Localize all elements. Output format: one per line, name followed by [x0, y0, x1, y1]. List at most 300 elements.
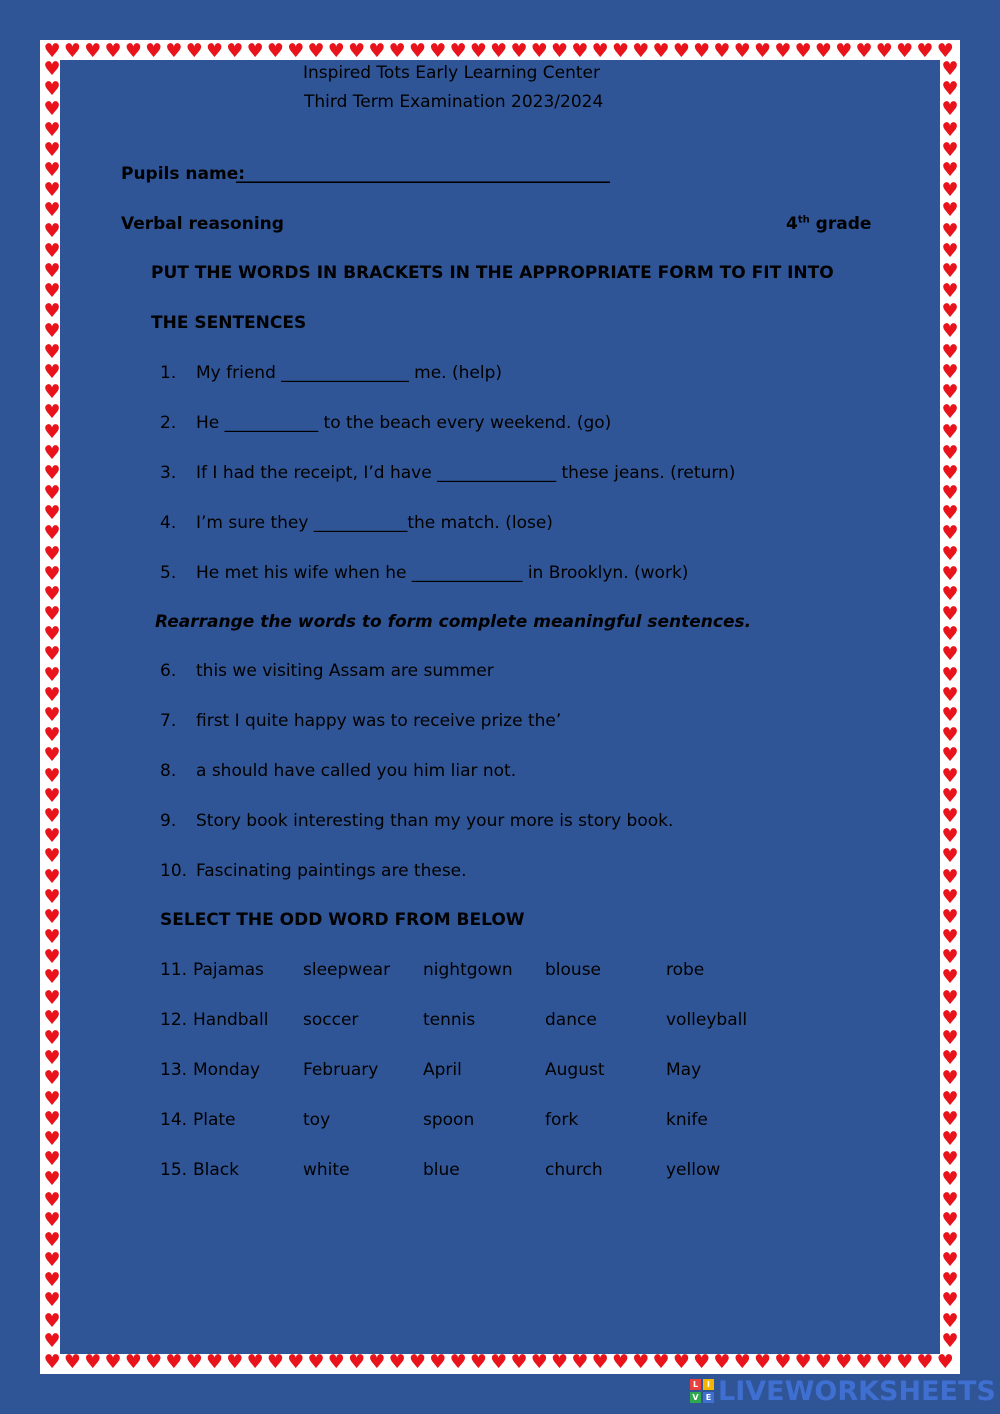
heart-icon: ♥: [551, 1353, 569, 1372]
heart-icon: ♥: [43, 158, 61, 181]
word-option[interactable]: May: [666, 1060, 702, 1080]
heart-icon: ♥: [941, 360, 959, 383]
heart-icon: ♥: [449, 1353, 467, 1372]
heart-icon: ♥: [43, 1148, 61, 1171]
heart-icon: ♥: [693, 42, 711, 61]
heart-icon: ♥: [941, 905, 959, 928]
heart-icon: ♥: [43, 542, 61, 565]
heart-icon: ♥: [226, 42, 244, 61]
heart-icon: ♥: [43, 804, 61, 827]
heart-icon: ♥: [941, 542, 959, 565]
heart-icon: ♥: [348, 42, 366, 61]
heart-icon: ♥: [43, 60, 61, 80]
word-option[interactable]: Monday: [193, 1060, 261, 1080]
heart-icon: ♥: [754, 1353, 772, 1372]
heart-icon: ♥: [43, 1067, 61, 1090]
heart-icon: ♥: [449, 42, 467, 61]
word-option[interactable]: sleepwear: [303, 960, 391, 980]
heart-icon: ♥: [941, 1087, 959, 1110]
question-number: 13.: [160, 1060, 188, 1080]
word-option[interactable]: blue: [423, 1160, 460, 1180]
heart-icon: ♥: [43, 623, 61, 646]
heart-icon: ♥: [591, 1353, 609, 1372]
word-option[interactable]: spoon: [423, 1110, 475, 1130]
heart-icon: ♥: [246, 1353, 264, 1372]
pupil-name-field[interactable]: ____________________________________________: [236, 164, 610, 184]
word-option[interactable]: tennis: [423, 1010, 476, 1030]
heart-icon: ♥: [941, 1027, 959, 1049]
question-text[interactable]: If I had the receipt, I’d have ______________ these jeans. (return): [196, 463, 736, 483]
heart-icon: ♥: [348, 1353, 366, 1372]
heart-icon: ♥: [490, 1353, 508, 1372]
heart-icon: ♥: [611, 1353, 629, 1372]
heart-icon: ♥: [43, 562, 61, 585]
heart-icon: ♥: [43, 603, 61, 626]
heart-icon: ♥: [43, 986, 61, 1009]
heart-icon: ♥: [43, 179, 61, 202]
heart-icon: ♥: [941, 724, 959, 747]
heart-icon: ♥: [941, 259, 959, 282]
question-text[interactable]: Story book interesting than my your more is story book.: [196, 811, 674, 831]
heart-icon: ♥: [43, 764, 61, 787]
logo-letter: E: [703, 1392, 714, 1403]
question-number: 4.: [160, 513, 177, 533]
heart-icon: ♥: [429, 42, 447, 61]
heart-icon: ♥: [43, 118, 61, 141]
heart-icon: ♥: [941, 764, 959, 787]
heart-icon: ♥: [941, 199, 959, 222]
heart-icon: ♥: [941, 1329, 959, 1352]
heart-icon: ♥: [43, 502, 61, 525]
word-option[interactable]: church: [545, 1160, 603, 1180]
heart-icon: ♥: [43, 724, 61, 747]
rearrange-question: [160, 711, 561, 731]
heart-icon: ♥: [941, 1047, 959, 1070]
heart-icon: ♥: [43, 784, 61, 807]
heart-icon: ♥: [43, 219, 61, 242]
heart-icon: ♥: [941, 78, 959, 101]
heart-icon: ♥: [43, 744, 61, 767]
heart-icon: ♥: [941, 219, 959, 242]
heart-icon: ♥: [287, 1353, 305, 1372]
rearrange-question: [160, 661, 494, 681]
heart-border-bottom: [42, 1353, 958, 1372]
exam-title: Third Term Examination 2023/2024: [304, 92, 604, 112]
question-number: 14.: [160, 1110, 188, 1130]
question-number: 7.: [160, 711, 177, 731]
fill-in-question: [160, 463, 735, 483]
word-option[interactable]: toy: [303, 1110, 331, 1130]
heart-icon: ♥: [916, 1353, 934, 1372]
rearrange-question: [160, 761, 516, 781]
heart-icon: ♥: [43, 926, 61, 949]
heart-icon: ♥: [469, 1353, 487, 1372]
heart-icon: ♥: [941, 118, 959, 141]
heart-icon: ♥: [652, 42, 670, 61]
heart-icon: ♥: [43, 1127, 61, 1150]
question-text[interactable]: I’m sure they ___________the match. (lose): [196, 513, 553, 533]
question-number: 10.: [160, 861, 188, 881]
heart-icon: ♥: [941, 683, 959, 706]
heart-icon: ♥: [43, 1188, 61, 1211]
question-text[interactable]: My friend _______________ me. (help): [196, 363, 502, 383]
question-number: 5.: [160, 563, 177, 583]
heart-icon: ♥: [469, 42, 487, 61]
heart-icon: ♥: [206, 1353, 224, 1372]
heart-icon: ♥: [941, 1107, 959, 1130]
heart-icon: ♥: [43, 966, 61, 989]
question-text[interactable]: a should have called you him liar not.: [196, 761, 517, 781]
heart-icon: ♥: [43, 481, 61, 504]
heart-icon: ♥: [875, 1353, 893, 1372]
heart-icon: ♥: [652, 1353, 670, 1372]
heart-icon: ♥: [206, 42, 224, 61]
question-number: 12.: [160, 1010, 188, 1030]
rearrange-question: [160, 861, 467, 881]
word-option[interactable]: fork: [545, 1110, 579, 1130]
heart-icon: ♥: [814, 1353, 832, 1372]
question-number: 9.: [160, 811, 177, 831]
heart-icon: ♥: [327, 42, 345, 61]
word-option[interactable]: robe: [666, 960, 705, 980]
heart-icon: ♥: [84, 42, 102, 61]
heart-icon: ♥: [941, 865, 959, 888]
heart-icon: ♥: [368, 42, 386, 61]
heart-icon: ♥: [855, 42, 873, 61]
heart-border-left: [42, 60, 62, 1354]
heart-icon: ♥: [941, 603, 959, 626]
heart-icon: ♥: [941, 502, 959, 525]
fill-in-question: [160, 513, 553, 533]
heart-icon: ♥: [43, 825, 61, 848]
heart-icon: ♥: [941, 1148, 959, 1171]
heart-icon: ♥: [530, 42, 548, 61]
section3-instruction: SELECT THE ODD WORD FROM BELOW: [160, 910, 525, 930]
heart-icon: ♥: [941, 280, 959, 303]
heart-icon: ♥: [896, 42, 914, 61]
heart-icon: ♥: [941, 643, 959, 666]
question-text[interactable]: He ___________ to the beach every weekend. (go): [196, 413, 612, 433]
heart-icon: ♥: [43, 381, 61, 403]
heart-icon: ♥: [266, 1353, 284, 1372]
subject-title: Verbal reasoning: [121, 214, 284, 234]
heart-icon: ♥: [43, 683, 61, 706]
word-option[interactable]: Plate: [193, 1110, 236, 1130]
heart-icon: ♥: [43, 1168, 61, 1191]
heart-icon: ♥: [835, 42, 853, 61]
word-option[interactable]: April: [423, 1060, 462, 1080]
heart-icon: ♥: [165, 1353, 183, 1372]
heart-icon: ♥: [307, 42, 325, 61]
question-number: 1.: [160, 363, 177, 383]
section1-instruction-line1: PUT THE WORDS IN BRACKETS IN THE APPROPRIATE FORM TO FIT INTO: [151, 263, 834, 283]
heart-icon: ♥: [43, 643, 61, 666]
heart-border-top: [42, 42, 958, 61]
heart-icon: ♥: [510, 1353, 528, 1372]
heart-icon: ♥: [84, 1353, 102, 1372]
heart-icon: ♥: [43, 138, 61, 161]
heart-icon: ♥: [43, 1249, 61, 1272]
question-number: 8.: [160, 761, 177, 781]
heart-icon: ♥: [941, 1269, 959, 1292]
heart-icon: ♥: [916, 42, 934, 61]
heart-icon: ♥: [43, 946, 61, 969]
heart-icon: ♥: [510, 42, 528, 61]
heart-icon: ♥: [43, 320, 61, 343]
heart-icon: ♥: [43, 199, 61, 222]
heart-icon: ♥: [941, 845, 959, 868]
heart-icon: ♥: [43, 360, 61, 383]
fill-in-question: [160, 363, 502, 383]
question-text[interactable]: this we visiting Assam are summer: [196, 661, 494, 681]
heart-icon: ♥: [591, 42, 609, 61]
word-option[interactable]: knife: [666, 1110, 708, 1130]
heart-icon: ♥: [185, 42, 203, 61]
heart-icon: ♥: [124, 1353, 142, 1372]
heart-icon: ♥: [43, 905, 61, 928]
pupil-name-label: Pupils name:: [121, 164, 246, 184]
heart-icon: ♥: [733, 42, 751, 61]
heart-icon: ♥: [733, 1353, 751, 1372]
heart-icon: ♥: [246, 42, 264, 61]
heart-icon: ♥: [43, 42, 61, 61]
heart-icon: ♥: [43, 1047, 61, 1070]
heart-icon: ♥: [43, 1289, 61, 1312]
heart-icon: ♥: [43, 845, 61, 868]
heart-icon: ♥: [875, 42, 893, 61]
heart-icon: ♥: [941, 401, 959, 424]
heart-icon: ♥: [43, 441, 61, 464]
heart-icon: ♥: [43, 1107, 61, 1130]
heart-icon: ♥: [941, 926, 959, 949]
heart-icon: ♥: [941, 562, 959, 585]
heart-icon: ♥: [794, 1353, 812, 1372]
heart-icon: ♥: [165, 42, 183, 61]
heart-icon: ♥: [774, 1353, 792, 1372]
heart-icon: ♥: [43, 1027, 61, 1049]
heart-icon: ♥: [124, 42, 142, 61]
heart-icon: ♥: [571, 42, 589, 61]
heart-icon: ♥: [941, 663, 959, 686]
word-option[interactable]: February: [303, 1060, 379, 1080]
fill-in-question: [160, 563, 688, 583]
heart-icon: ♥: [43, 1329, 61, 1352]
heart-icon: ♥: [941, 966, 959, 989]
heart-icon: ♥: [941, 481, 959, 504]
grade-label: 4th grade: [786, 214, 872, 234]
heart-icon: ♥: [226, 1353, 244, 1372]
heart-icon: ♥: [388, 1353, 406, 1372]
heart-icon: ♥: [941, 623, 959, 646]
fill-in-question: [160, 413, 611, 433]
heart-icon: ♥: [43, 1208, 61, 1231]
word-option[interactable]: white: [303, 1160, 350, 1180]
heart-icon: ♥: [693, 1353, 711, 1372]
heart-icon: ♥: [941, 946, 959, 969]
heart-icon: ♥: [754, 42, 772, 61]
heart-icon: ♥: [941, 1208, 959, 1231]
word-option[interactable]: yellow: [666, 1160, 721, 1180]
heart-icon: ♥: [490, 42, 508, 61]
heart-icon: ♥: [43, 522, 61, 545]
heart-icon: ♥: [43, 259, 61, 282]
heart-icon: ♥: [145, 42, 163, 61]
heart-icon: ♥: [43, 239, 61, 262]
logo-letter: I: [703, 1379, 714, 1390]
logo-letter: V: [690, 1392, 701, 1403]
heart-icon: ♥: [941, 1006, 959, 1029]
word-option[interactable]: blouse: [545, 960, 602, 980]
heart-icon: ♥: [43, 340, 61, 363]
heart-icon: ♥: [408, 1353, 427, 1372]
heart-icon: ♥: [713, 1353, 731, 1372]
heart-icon: ♥: [941, 158, 959, 181]
word-option[interactable]: nightgown: [423, 960, 513, 980]
heart-icon: ♥: [611, 42, 629, 61]
heart-icon: ♥: [941, 784, 959, 807]
heart-icon: ♥: [43, 1087, 61, 1110]
heart-icon: ♥: [307, 1353, 325, 1372]
heart-icon: ♥: [43, 663, 61, 686]
heart-icon: ♥: [632, 1353, 650, 1372]
heart-icon: ♥: [794, 42, 812, 61]
liveworksheets-logo-icon: [690, 1379, 714, 1403]
liveworksheets-logo-text: LIVEWORKSHEETS: [718, 1375, 996, 1407]
heart-icon: ♥: [43, 78, 61, 101]
heart-icon: ♥: [941, 1249, 959, 1272]
logo-letter: L: [690, 1379, 701, 1390]
heart-icon: ♥: [941, 885, 959, 908]
heart-icon: ♥: [43, 1228, 61, 1251]
heart-icon: ♥: [43, 421, 61, 444]
heart-icon: ♥: [43, 1006, 61, 1029]
page-body: [60, 60, 940, 1354]
heart-icon: ♥: [941, 98, 959, 121]
question-number: 15.: [160, 1160, 188, 1180]
question-text[interactable]: first I quite happy was to receive prize the’: [196, 711, 562, 731]
heart-icon: ♥: [941, 1188, 959, 1211]
heart-icon: ♥: [941, 320, 959, 343]
heart-icon: ♥: [814, 42, 832, 61]
liveworksheets-watermark: [690, 1376, 996, 1406]
heart-icon: ♥: [104, 42, 122, 61]
rearrange-question: [160, 811, 673, 831]
heart-icon: ♥: [896, 1353, 914, 1372]
heart-icon: ♥: [266, 42, 284, 61]
heart-icon: ♥: [835, 1353, 853, 1372]
school-name: Inspired Tots Early Learning Center: [303, 63, 601, 83]
word-option[interactable]: soccer: [303, 1010, 359, 1030]
heart-icon: ♥: [43, 885, 61, 908]
word-option[interactable]: Black: [193, 1160, 239, 1180]
heart-icon: ♥: [855, 1353, 873, 1372]
question-text[interactable]: He met his wife when he _____________ in Brooklyn. (work): [196, 563, 689, 583]
heart-icon: ♥: [941, 704, 959, 726]
heart-icon: ♥: [63, 1353, 81, 1372]
heart-icon: ♥: [672, 42, 690, 61]
heart-icon: ♥: [941, 1309, 959, 1332]
heart-icon: ♥: [287, 42, 305, 61]
word-option[interactable]: August: [545, 1060, 605, 1080]
heart-icon: ♥: [941, 138, 959, 161]
heart-icon: ♥: [43, 704, 61, 726]
section1-instruction-line2: THE SENTENCES: [151, 313, 307, 333]
heart-icon: ♥: [43, 1269, 61, 1292]
heart-icon: ♥: [43, 1309, 61, 1332]
heart-icon: ♥: [941, 421, 959, 444]
question-number: 2.: [160, 413, 177, 433]
section2-instruction: Rearrange the words to form complete meaningful sentences.: [155, 612, 752, 632]
heart-icon: ♥: [63, 42, 81, 61]
heart-icon: ♥: [941, 582, 959, 605]
heart-icon: ♥: [941, 744, 959, 767]
heart-icon: ♥: [941, 179, 959, 202]
question-number: 11.: [160, 960, 188, 980]
heart-icon: ♥: [941, 441, 959, 464]
heart-icon: ♥: [941, 300, 959, 323]
word-option[interactable]: Pajamas: [193, 960, 264, 980]
word-option[interactable]: dance: [545, 1010, 597, 1030]
heart-icon: ♥: [551, 42, 569, 61]
heart-icon: ♥: [941, 1228, 959, 1251]
heart-icon: ♥: [368, 1353, 386, 1372]
heart-icon: ♥: [941, 1289, 959, 1312]
heart-icon: ♥: [941, 340, 959, 363]
heart-icon: ♥: [941, 239, 959, 262]
heart-icon: ♥: [327, 1353, 345, 1372]
heart-icon: ♥: [936, 1353, 954, 1372]
heart-icon: ♥: [43, 1353, 61, 1372]
heart-icon: ♥: [43, 461, 61, 484]
heart-icon: ♥: [713, 42, 731, 61]
heart-icon: ♥: [145, 1353, 163, 1372]
heart-icon: ♥: [941, 804, 959, 827]
heart-icon: ♥: [43, 280, 61, 303]
heart-icon: ♥: [941, 825, 959, 848]
heart-icon: ♥: [941, 1067, 959, 1090]
heart-icon: ♥: [43, 401, 61, 424]
heart-icon: ♥: [941, 986, 959, 1009]
heart-icon: ♥: [571, 1353, 589, 1372]
question-number: 6.: [160, 661, 177, 681]
heart-icon: ♥: [941, 1127, 959, 1150]
heart-icon: ♥: [43, 865, 61, 888]
heart-icon: ♥: [936, 42, 954, 61]
heart-icon: ♥: [941, 60, 959, 80]
heart-icon: ♥: [43, 98, 61, 121]
heart-icon: ♥: [632, 42, 650, 61]
heart-icon: ♥: [530, 1353, 548, 1372]
heart-icon: ♥: [43, 582, 61, 605]
heart-icon: ♥: [941, 381, 959, 403]
heart-icon: ♥: [941, 461, 959, 484]
heart-icon: ♥: [185, 1353, 203, 1372]
question-number: 3.: [160, 463, 177, 483]
word-option[interactable]: volleyball: [666, 1010, 748, 1030]
heart-icon: ♥: [672, 1353, 690, 1372]
heart-border-right: [940, 60, 960, 1354]
word-option[interactable]: Handball: [193, 1010, 269, 1030]
heart-icon: ♥: [43, 300, 61, 323]
heart-icon: ♥: [941, 1168, 959, 1191]
heart-icon: ♥: [104, 1353, 122, 1372]
heart-icon: ♥: [774, 42, 792, 61]
heart-icon: ♥: [941, 522, 959, 545]
heart-icon: ♥: [408, 42, 427, 61]
heart-icon: ♥: [429, 1353, 447, 1372]
question-text[interactable]: Fascinating paintings are these.: [196, 861, 467, 881]
heart-icon: ♥: [388, 42, 406, 61]
